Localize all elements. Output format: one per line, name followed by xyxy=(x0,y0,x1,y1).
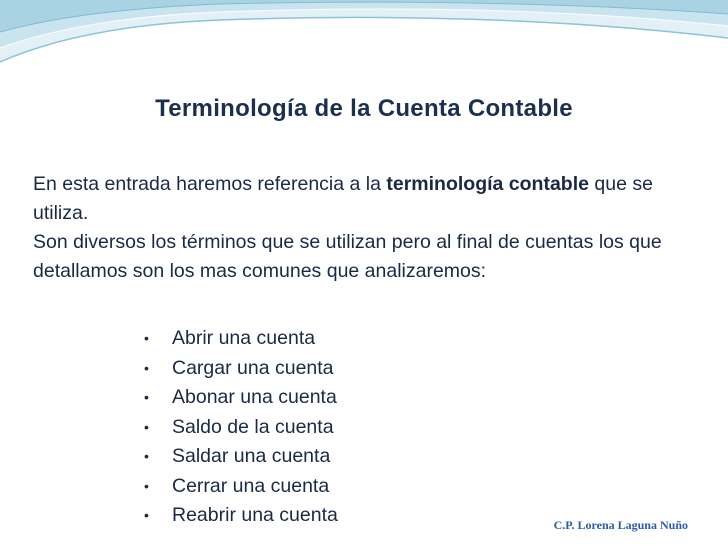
list-item xyxy=(140,501,338,531)
intro-text-line2: Son diversos los términos que se utilizan pero al final de cuentas los que detallamos son los mas comunes que analizaremos: xyxy=(33,231,662,282)
list-item xyxy=(140,472,338,502)
intro-text-part2: que se utiliza. xyxy=(33,173,653,224)
list-item xyxy=(140,354,338,384)
list-item xyxy=(140,324,338,354)
list-item-label: Saldar una cuenta xyxy=(172,445,331,467)
list-item xyxy=(140,442,338,472)
list-item-label: Cargar una cuenta xyxy=(172,356,334,379)
list-item-label: Saldo de la cuenta xyxy=(172,415,334,438)
bullet-icon: • xyxy=(144,389,149,405)
intro-paragraph xyxy=(33,170,673,286)
terms-list xyxy=(140,324,338,531)
bullet-icon: • xyxy=(144,359,149,376)
list-item-label: Abrir una cuenta xyxy=(172,327,316,349)
bullet-icon: • xyxy=(144,507,149,523)
author-footer: C.P. Lorena Laguna Nuño xyxy=(553,518,688,532)
bullet-icon: • xyxy=(144,477,149,494)
intro-text-part1: En esta entrada haremos referencia a la xyxy=(33,173,387,195)
bullet-icon: • xyxy=(144,418,149,435)
header-wave-decoration xyxy=(0,0,728,90)
bullet-icon: • xyxy=(144,330,149,346)
list-item-label: Reabrir una cuenta xyxy=(172,504,338,526)
list-item xyxy=(140,383,338,413)
list-item-label: Abonar una cuenta xyxy=(172,386,337,408)
bullet-icon: • xyxy=(144,448,149,464)
list-item xyxy=(140,413,338,443)
list-item-label: Cerrar una cuenta xyxy=(172,474,330,497)
slide-title: Terminología de la Cuenta Contable xyxy=(155,95,573,122)
intro-bold-term: terminología contable xyxy=(386,173,589,195)
